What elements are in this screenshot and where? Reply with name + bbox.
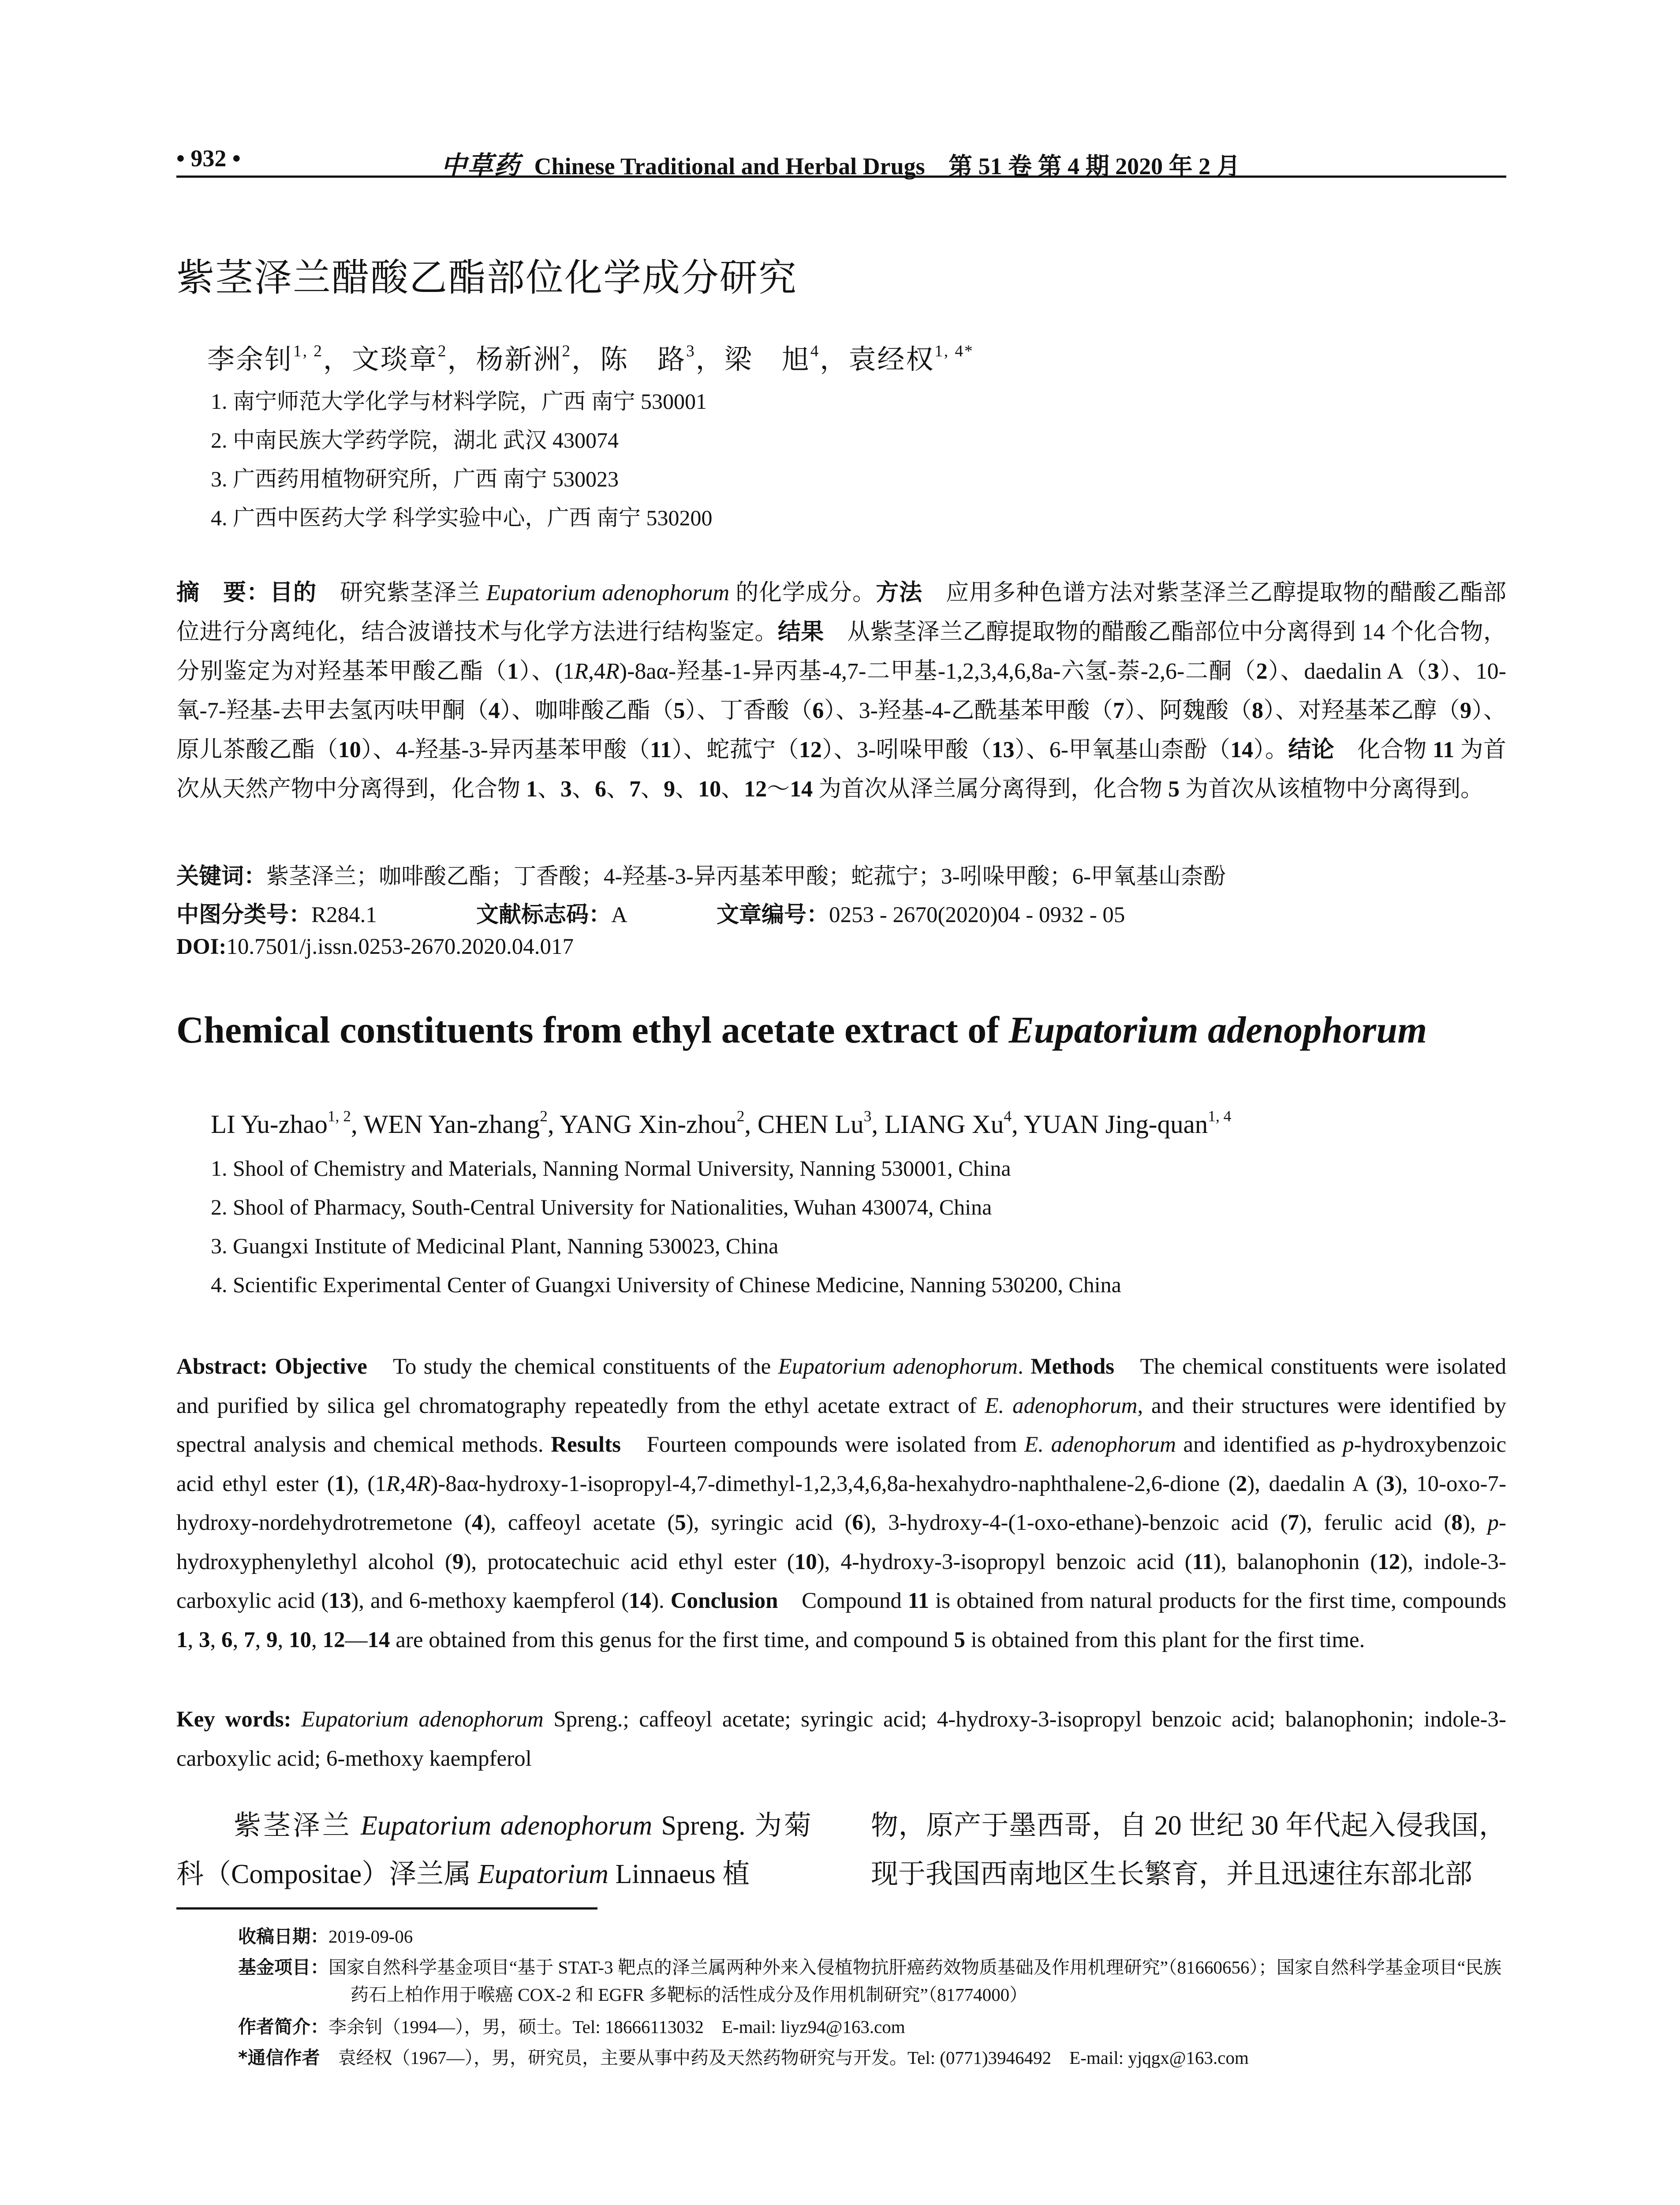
author (1023, 1107, 1232, 1139)
author-name: CHEN Lu (757, 1110, 864, 1139)
affiliation-en-3: 3. Guangxi Institute of Medicinal Plant, Nanning 530023, China (211, 1233, 779, 1258)
text-run: 、 (721, 777, 744, 802)
text-run: To study the chemical constituents of the (367, 1354, 778, 1379)
footnote-label: 收稿日期： (238, 1926, 329, 1947)
text-run: ), daedalin A ( (1247, 1471, 1384, 1496)
text-run: Eupatorium adenophorum (778, 1354, 1018, 1379)
text-run: 1 (507, 659, 519, 684)
article-number: 0253 - 2670(2020)04 - 0932 - 05 (829, 903, 1125, 927)
text-run: 14 (367, 1627, 390, 1652)
text-run: ）、4-羟基-3-异丙基苯甲酸（ (361, 737, 650, 762)
author (724, 342, 820, 375)
text-run: 、 (675, 777, 698, 802)
author-name: 梁 旭 (724, 345, 810, 375)
text-run: Eupatorium (478, 1859, 609, 1889)
footnote-corresponding (238, 2044, 1506, 2071)
text-run: Spreng. 为菊科（Compositae）泽兰属 (176, 1811, 811, 1889)
author-name: WEN Yan-zhang (363, 1110, 540, 1139)
text-run: 6 (812, 698, 824, 723)
text-run: 1 (334, 1471, 346, 1496)
author-name: 袁经权 (848, 345, 935, 375)
text-run: 3 (1383, 1471, 1395, 1496)
author (560, 1107, 745, 1139)
text-run: Eupatorium adenophorum (301, 1707, 544, 1732)
clc-value: R284.1 (311, 903, 377, 927)
body-column-right: 物，原产于墨西哥，自 20 世纪 30 年代起入侵我国，现于我国西南地区生长繁育，并且迅速往东部北部 (871, 1811, 1506, 1889)
text-run: ）、丁香酸（ (685, 698, 813, 723)
text-run: Conclusion (670, 1588, 778, 1613)
footnote-author (238, 2013, 1506, 2041)
text-run: 11 (650, 737, 672, 762)
author-name: LIANG Xu (885, 1110, 1004, 1139)
text-run: Abstract: Objective (176, 1354, 367, 1379)
text-run: Linnaeus 植 (608, 1859, 750, 1889)
text-run: E. adenophorum (985, 1393, 1138, 1418)
text-run: ）、6-甲氧基山柰酚（ (1014, 737, 1231, 762)
author (848, 342, 974, 375)
text-run: 9 (664, 777, 676, 802)
text-run: Compound (778, 1588, 908, 1613)
journal-name-cn: 中草药 (441, 151, 521, 180)
text-run: Spreng.; caffeoyl acetate; syringic acid; 4-hydroxy-3-isopropyl benzoic acid; balanophonin; indole-3-carboxylic acid; 6-methoxy kaempferol (176, 1707, 1507, 1771)
text-run: R (605, 659, 620, 684)
author-affiliation-sup: 1, 4* (934, 342, 974, 361)
author-affiliation-sup: 3 (863, 1107, 872, 1125)
footnote-text: 国家自然科学基金项目“基于 STAT-3 靶点的泽兰属两种外来入侵植物抗肝癌药效物质基础及作用机理研究”（81660656）；国家自然科学基金项目“民族药石上柏作用于喉癌 COX-2 和 EGFR 多靶标的活性成分及作用机制研究”（81774000） (329, 1957, 1502, 2005)
footnote-text: 袁经权（1967—），男，研究员，主要从事中药及天然药物研究与开发。Tel: (0771)3946492 E-mail: yjqgx@163.com (320, 2048, 1249, 2068)
footnote-received (238, 1923, 1506, 1950)
text-run: The chemical constituents were isolated and purified by silica gel chromatography repeatedly from the ethyl acetate extract of (176, 1354, 1507, 1418)
author-name: 文琰章 (351, 345, 438, 375)
text-run: 10 (698, 777, 721, 802)
text-run: 3 (1427, 659, 1439, 684)
text-run: 6 (595, 777, 607, 802)
text-run: 12 (799, 737, 822, 762)
keywords-cn: 紫茎泽兰；咖啡酸乙酯；丁香酸；4-羟基-3-异丙基苯甲酸；蛇菰宁；3-吲哚甲酸；6-甲氧基山柰酚 (266, 864, 1226, 889)
text-run: ), and 6-methoxy kaempferol ( (351, 1588, 629, 1613)
author-name: YANG Xin-zhou (560, 1110, 737, 1139)
text-run: 9 (266, 1627, 278, 1652)
text-run: 为首次从泽兰属分离得到，化合物 (813, 777, 1169, 802)
text-run: Eupatorium adenophorum (486, 580, 730, 605)
text-run: 10 (338, 737, 361, 762)
text-run: — (345, 1627, 368, 1652)
text-run: 结果 (777, 619, 824, 645)
text-run: is obtained from natural products for the first time, compounds (929, 1588, 1507, 1613)
text-run: ～ (767, 777, 790, 802)
text-run: 应用多种色谱方法对紫茎泽兰乙醇提取物的醋酸乙酯部位进行分离纯化，结合波谱技术与化学方法进行结构鉴定。 (176, 580, 1506, 645)
text-run: 13 (991, 737, 1015, 762)
text-run: 12 (1378, 1549, 1400, 1574)
text-run: , and their structures were identified by spectral analysis and chemical methods. (176, 1393, 1507, 1457)
doi-label: DOI: (176, 934, 227, 959)
text-run: )-8aα-羟基-1-异丙基-4,7-二甲基-1,2,3,4,6,8a-六氢-萘-2,6-二酮（ (619, 659, 1256, 684)
footnote-text: 李余钊（1994—），男，硕士。Tel: 18666113032 E-mail: liyz94@163.com (329, 2017, 905, 2037)
author-affiliation-sup: 2 (437, 342, 448, 361)
text-run: , (210, 1627, 221, 1652)
abstract-cn (176, 573, 1506, 809)
footnote-text: 2019-09-06 (329, 1926, 413, 1947)
author-name: 李余钊 (207, 345, 294, 375)
text-run: 11 (1433, 737, 1455, 762)
author (476, 342, 572, 375)
author (600, 342, 696, 375)
keywords-cn-row (176, 858, 1226, 890)
title-en-species: Eupatorium adenophorum (1008, 1009, 1427, 1051)
text-run: 7 (1288, 1510, 1299, 1535)
text-run: 9 (452, 1549, 464, 1574)
text-run: 的化学成分。 (729, 580, 876, 605)
text-run: ）、10-氧-7-羟基-去甲去氢丙呋甲酮（ (176, 659, 1506, 723)
text-run: ), caffeoyl acetate ( (483, 1510, 675, 1535)
text-run: 、 (641, 777, 664, 802)
author-name: YUAN Jing-quan (1023, 1110, 1208, 1139)
author (757, 1107, 872, 1139)
text-run: 、 (606, 777, 630, 802)
text-run: 6 (221, 1627, 233, 1652)
text-run: Fourteen compounds were isolated from (620, 1432, 1025, 1457)
affiliation-en-4: 4. Scientific Experimental Center of Guangxi University of Chinese Medicine, Nanning 530200, China (211, 1272, 1121, 1297)
text-run: 9 (1460, 698, 1472, 723)
text-run: ), balanophonin ( (1213, 1549, 1378, 1574)
text-run: 化合物 (1334, 737, 1433, 762)
authors-en: LI Yu-zhao$^{1, 2}$, WEN Yan-zhang$^2$, YANG Xin-zhou$^2$, CHEN Lu$^3$, LIANG Xu$^4$, YUAN Jing-quan$^{1, 4}$ (211, 1107, 1232, 1139)
doi-row (176, 934, 574, 960)
text-run: 摘 要：目的 (176, 579, 317, 606)
text-run: 1 (526, 777, 538, 802)
text-run: 3 (560, 777, 572, 802)
text-run: 7 (629, 777, 641, 802)
author (363, 1107, 548, 1139)
text-run: 14 (629, 1588, 651, 1613)
text-run: 10 (794, 1549, 817, 1574)
text-run: ), 3-hydroxy-4-(1-oxo-ethane)-benzoic acid ( (863, 1510, 1288, 1535)
doccode-label: 文献标志码： (476, 902, 612, 928)
author (211, 1107, 351, 1139)
title-en-main: Chemical constituents from ethyl acetate extract of (176, 1009, 1009, 1051)
text-run: 7 (244, 1627, 255, 1652)
text-run: 5 (1168, 777, 1180, 802)
text-run: R (574, 659, 588, 684)
text-run: , (187, 1627, 199, 1652)
text-run: 4 (488, 698, 500, 723)
author-name: LI Yu-zhao (211, 1110, 328, 1139)
text-run: )-8aα-hydroxy-1-isopropyl-4,7-dimethyl-1,2,3,4,6,8a-hexahydro-naphthalene-2,6-dione ( (430, 1471, 1236, 1496)
text-run: ）、daedalin A（ (1267, 659, 1428, 684)
author-affiliation-sup: 3 (686, 342, 696, 361)
text-run: 8 (1252, 698, 1263, 723)
text-run: ). (651, 1588, 671, 1613)
text-run: 7 (1113, 698, 1125, 723)
text-run: -hydroxybenzoic acid ethyl ester ( (176, 1432, 1507, 1496)
author (207, 342, 323, 375)
author-affiliation-sup: 4 (1004, 1107, 1012, 1125)
text-run: ), 4-hydroxy-3-isopropyl benzoic acid ( (817, 1549, 1192, 1574)
text-run: 2 (1256, 659, 1268, 684)
text-run: ）。 (1253, 737, 1288, 762)
text-run: 、 (572, 777, 595, 802)
text-run: 3 (199, 1627, 210, 1652)
text-run: ）、阿魏酸（ (1124, 698, 1252, 723)
issue-info: 第 51 卷 第 4 期 2020 年 2 月 (948, 153, 1240, 179)
article-label: 文章编号： (717, 902, 829, 928)
text-run: 8 (1451, 1510, 1463, 1535)
keywords-cn-label: 关键词： (176, 863, 267, 889)
header-rule (176, 176, 1506, 178)
affiliation-en-2: 2. Shool of Pharmacy, South-Central University for Nationalities, Wuhan 430074, China (211, 1195, 992, 1219)
text-run: , (232, 1627, 244, 1652)
text-run: 14 (1230, 737, 1254, 762)
footnote-funding (238, 1954, 1506, 2008)
title-en (176, 1008, 1427, 1052)
text-run: 14 (790, 777, 813, 802)
text-run: 4 (471, 1510, 483, 1535)
text-run: ）、(1 (519, 659, 575, 684)
text-run: Methods (1030, 1354, 1115, 1379)
author (885, 1107, 1012, 1139)
text-run: p (1487, 1510, 1499, 1535)
text-run: Key words: (176, 1707, 302, 1732)
text-run: 为首次从该植物中分离得到。 (1180, 777, 1484, 802)
text-run: 11 (1192, 1549, 1213, 1574)
text-run: 5 (675, 1510, 686, 1535)
text-run: p (1342, 1432, 1354, 1457)
author-affiliation-sup: 1, 2 (293, 342, 323, 361)
footnote-rule (176, 1907, 597, 1910)
text-run: ), ferulic acid ( (1299, 1510, 1452, 1535)
text-run: ), 10-oxo-7-hydroxy-nordehydrotremetone ( (176, 1471, 1506, 1535)
author-affiliation-sup: 2 (562, 342, 572, 361)
keywords-en (176, 1700, 1506, 1778)
text-run: 13 (329, 1588, 351, 1613)
text-run: are obtained from this genus for the first time, and compound (390, 1627, 954, 1652)
doccode-value: A (611, 903, 627, 927)
affiliation-en-1: 1. Shool of Chemistry and Materials, Nanning Normal University, Nanning 530001, China (211, 1156, 1011, 1181)
text-run: ), syringic acid ( (686, 1510, 852, 1535)
text-run: 6 (852, 1510, 863, 1535)
footnote-label: 作者简介： (238, 2016, 329, 2037)
author-affiliation-sup: 2 (736, 1107, 745, 1125)
text-run: R (386, 1471, 400, 1496)
text-run: 紫茎泽兰 (234, 1811, 361, 1841)
title-cn: 紫茎泽兰醋酸乙酯部位化学成分研究 (176, 256, 797, 300)
text-run: 10 (289, 1627, 311, 1652)
text-run: ）、对羟基苯乙醇（ (1263, 698, 1460, 723)
text-run: ）、咖啡酸乙酯（ (500, 698, 674, 723)
text-run: . (1018, 1354, 1031, 1379)
text-run: ）、3-吲哚甲酸（ (821, 737, 992, 762)
text-run: 1 (176, 1627, 188, 1652)
page-number: • 932 • (176, 145, 241, 172)
text-run: Eupatorium adenophorum (361, 1811, 653, 1841)
body-column-left (176, 1801, 811, 1899)
affiliation-cn-2: 2. 中南民族大学药学院，湖北 武汉 430074 (211, 428, 619, 452)
abstract-en (176, 1347, 1506, 1659)
text-run: ,4 (399, 1471, 417, 1496)
clc-label: 中图分类号： (176, 902, 312, 928)
text-run: ,4 (588, 659, 605, 684)
authors-cn: 李余钊$^{1, 2}$，文琰章$^2$，杨新洲$^2$，陈 路$^3$，梁 旭$^4$，袁经权$^{1, 4*}$ (207, 342, 974, 375)
footnote-label: *通信作者 (238, 2047, 320, 2068)
text-run: -hydroxyphenylethyl alcohol ( (176, 1510, 1506, 1574)
text-run: ), indole-3-carboxylic acid ( (176, 1549, 1506, 1613)
text-run: 研究紫茎泽兰 (316, 580, 486, 605)
text-run: ), protocatechuic acid ethyl ester ( (463, 1549, 795, 1574)
text-run: Results (551, 1432, 621, 1457)
text-run: ）、原儿茶酸乙酯（ (176, 698, 1506, 762)
affiliation-cn-4: 4. 广西中医药大学 科学实验中心，广西 南宁 530200 (211, 505, 713, 530)
text-run: 从紫茎泽兰乙醇提取物的醋酸乙酯部位中分离得到 14 个化合物，分别鉴定为对羟基苯甲酸乙酯（ (176, 620, 1506, 684)
text-run: 5 (673, 698, 685, 723)
affiliation-cn-3: 3. 广西药用植物研究所，广西 南宁 530023 (211, 467, 619, 491)
text-run: 、 (538, 777, 561, 802)
text-run: 2 (1236, 1471, 1247, 1496)
author-affiliation-sup: 4 (810, 342, 820, 361)
text-run: 5 (954, 1627, 965, 1652)
text-run: R (417, 1471, 431, 1496)
text-run: 12 (744, 777, 767, 802)
author-name: 杨新洲 (476, 345, 562, 375)
text-run: 为首次从天然产物中分离得到，化合物 (176, 737, 1506, 802)
text-run: , (277, 1627, 289, 1652)
text-run: and identified as (1176, 1432, 1343, 1457)
doi-link[interactable]: 10.7501/j.issn.0253-2670.2020.04.017 (226, 934, 574, 959)
text-run: , (255, 1627, 266, 1652)
text-run: ）、3-羟基-4-乙酰基苯甲酸（ (824, 698, 1113, 723)
footnote-label: 基金项目： (238, 1957, 329, 1978)
author-affiliation-sup: 1, 4 (1208, 1107, 1232, 1125)
text-run: 11 (907, 1588, 930, 1613)
author-affiliation-sup: 1, 2 (327, 1107, 351, 1125)
affiliation-cn-1: 1. 南宁师范大学化学与材料学院，广西 南宁 530001 (211, 389, 707, 414)
text-run: 结论 (1288, 736, 1335, 763)
text-run: 方法 (876, 579, 923, 606)
journal-name-en: Chinese Traditional and Herbal Drugs (534, 153, 925, 179)
text-run: ), (1462, 1510, 1488, 1535)
text-run: , (311, 1627, 323, 1652)
author-affiliation-sup: 2 (540, 1107, 548, 1125)
text-run: 12 (322, 1627, 345, 1652)
text-run: ), (1 (346, 1471, 386, 1496)
author (351, 342, 448, 375)
text-run: E. adenophorum (1024, 1432, 1176, 1457)
text-run: ）、蛇菰宁（ (672, 737, 799, 762)
author-name: 陈 路 (600, 345, 687, 375)
text-run: is obtained from this plant for the first time. (965, 1627, 1365, 1652)
